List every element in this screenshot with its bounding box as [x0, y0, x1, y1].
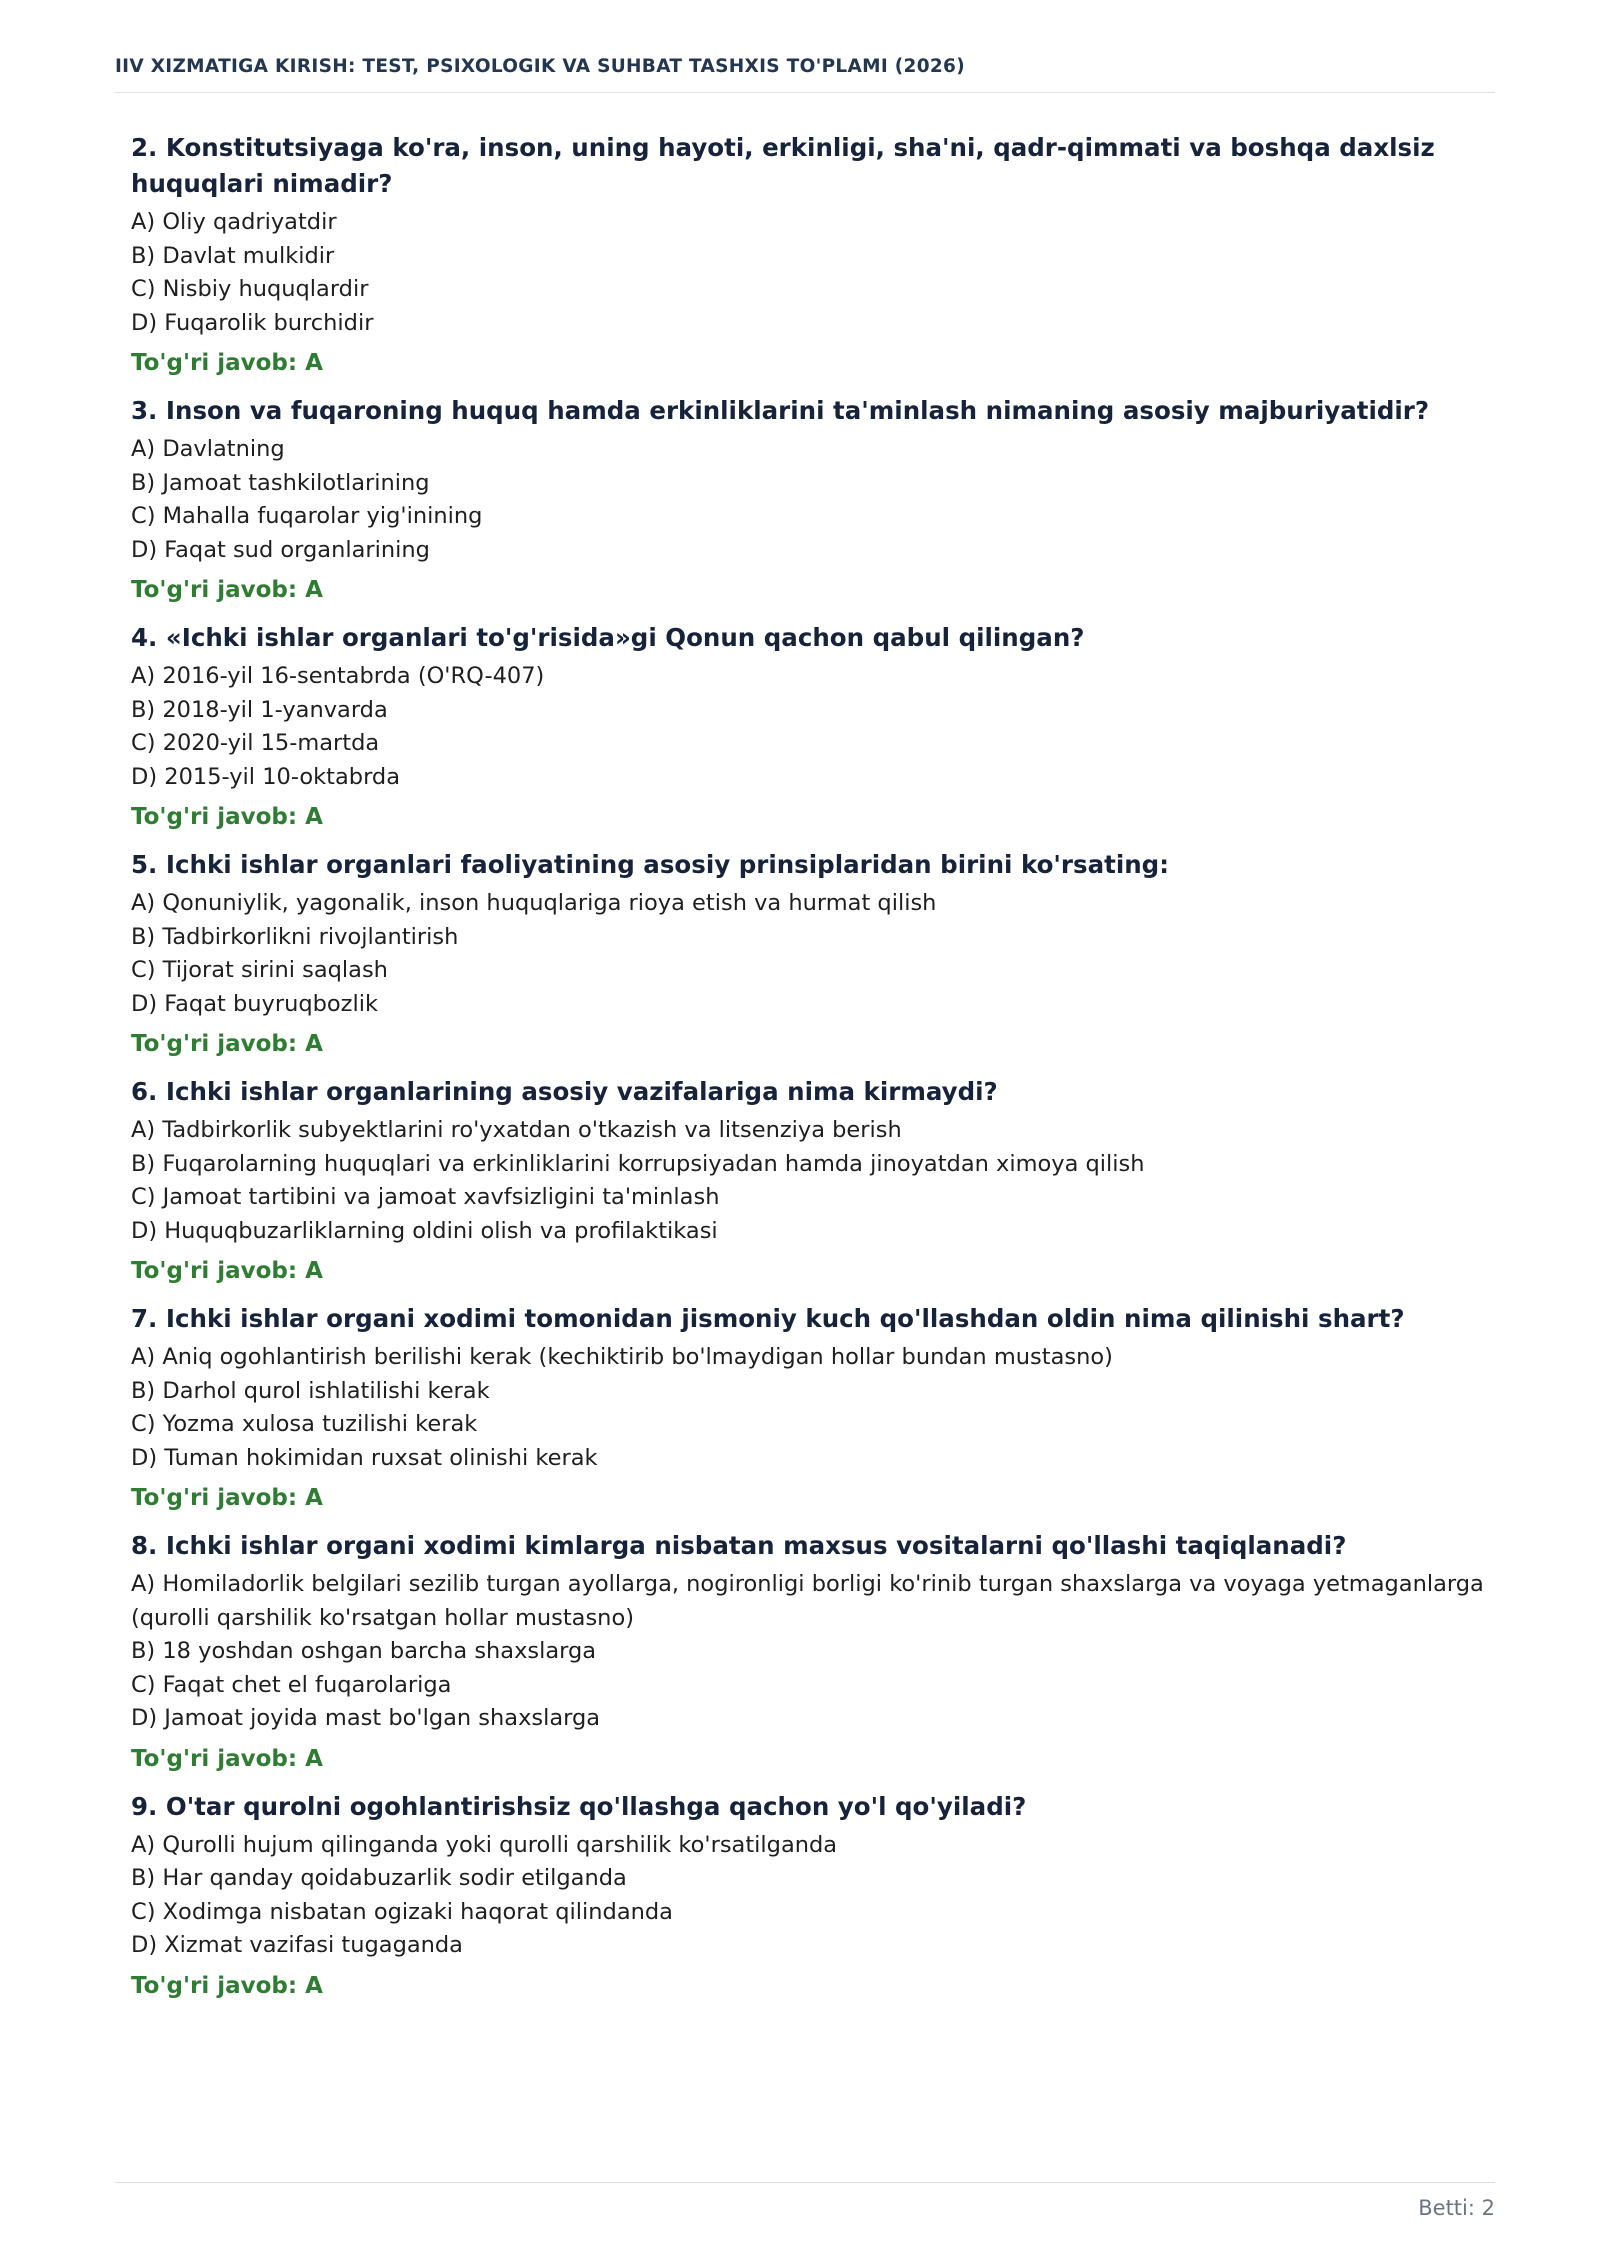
option-b: B) 2018-yil 1-yanvarda: [131, 696, 388, 723]
question-text: 8. Ichki ishlar organi xodimi kimlarga nisbatan maxsus vositalarni qo'llashi taqiqlanadi?: [131, 1531, 1347, 1560]
question-item: [131, 847, 1496, 1062]
question-item: [131, 393, 1496, 608]
correct-answer: To'g'ri javob: A: [131, 350, 323, 376]
option-list: [131, 1341, 1496, 1475]
option-d: D) Faqat sud organlarining: [131, 536, 430, 563]
option-d: D) Fuqarolik burchidir: [131, 309, 374, 336]
option-list: [131, 206, 1496, 340]
option-c: C) Jamoat tartibini va jamoat xavfsizligini ta'minlash: [131, 1184, 720, 1210]
option-list: [131, 1829, 1496, 1963]
header-divider: [115, 92, 1495, 93]
page-number: Betti: 2: [1418, 2196, 1495, 2220]
option-a: A) Aniq ogohlantirish berilishi kerak (kechiktirib bo'lmaydigan hollar bundan mustasno): [131, 1344, 1113, 1370]
question-item: [131, 130, 1496, 381]
option-c: C) Tijorat sirini saqlash: [131, 957, 388, 983]
option-b: B) Fuqarolarning huquqlari va erkinliklarini korrupsiyadan hamda jinoyatdan ximoya qilish: [131, 1150, 1145, 1177]
option-a: A) Davlatning: [131, 436, 285, 462]
question-item: [131, 1789, 1496, 2004]
option-a: A) 2016-yil 16-sentabrda (O'RQ-407): [131, 663, 545, 689]
correct-answer: To'g'ri javob: A: [131, 1745, 323, 1772]
question-item: [131, 1074, 1496, 1289]
correct-answer: To'g'ri javob: A: [131, 1031, 323, 1057]
option-c: C) 2020-yil 15-martda: [131, 730, 380, 756]
question-text: 3. Inson va fuqaroning huquq hamda erkinliklarini ta'minlash nimaning asosiy majburiyatidir?: [131, 396, 1430, 425]
question-text: 9. O'tar qurolni ogohlantirishsiz qo'llashga qachon yo'l qo'yiladi?: [131, 1791, 1027, 1821]
question-item: [131, 620, 1496, 835]
question-text: 7. Ichki ishlar organi xodimi tomonidan jismoniy kuch qo'llashdan oldin nima qilinishi shart?: [131, 1304, 1405, 1333]
option-a: A) Qonuniylik, yagonalik, inson huquqlariga rioya etish va hurmat qilish: [131, 890, 937, 916]
correct-answer: To'g'ri javob: A: [131, 804, 323, 830]
option-a: A) Oliy qadriyatdir: [131, 209, 337, 235]
option-b: B) Har qanday qoidabuzarlik sodir etilganda: [131, 1865, 627, 1891]
option-d: D) 2015-yil 10-oktabrda: [131, 763, 400, 790]
option-d: D) Jamoat joyida mast bo'lgan shaxslarga: [131, 1705, 601, 1731]
correct-answer: To'g'ri javob: A: [131, 577, 323, 603]
option-b: B) 18 yoshdan oshgan barcha shaxslarga: [131, 1638, 597, 1664]
correct-answer: To'g'ri javob: A: [131, 1485, 323, 1511]
correct-answer: To'g'ri javob: A: [131, 1258, 323, 1284]
document-header: IIV XIZMATIGA KIRISH: TEST, PSIXOLOGIK VA SUHBAT TASHXIS TO'PLAMI (2026): [115, 56, 965, 77]
option-c: C) Yozma xulosa tuzilishi kerak: [131, 1411, 478, 1437]
correct-answer: To'g'ri javob: A: [131, 1972, 323, 1999]
option-a: A) Homiladorlik belgilari sezilib turgan ayollarga, nogironligi borligi ko'rinib turgan shaxslarga va voyaga yetmaganlarga (qurolli qarshilik ko'rsatgan hollar mustasno): [131, 1571, 1484, 1631]
option-b: B) Davlat mulkidir: [131, 242, 335, 269]
option-c: C) Nisbiy huquqlardir: [131, 276, 369, 302]
question-text: 6. Ichki ishlar organlarining asosiy vazifalariga nima kirmaydi?: [131, 1077, 998, 1106]
option-list: [131, 1568, 1496, 1736]
option-b: B) Tadbirkorlikni rivojlantirish: [131, 923, 459, 950]
option-d: D) Xizmat vazifasi tugaganda: [131, 1932, 463, 1958]
option-list: [131, 660, 1496, 794]
question-list: [131, 130, 1496, 2016]
option-a: A) Qurolli hujum qilinganda yoki qurolli qarshilik ko'rsatilganda: [131, 1831, 838, 1858]
footer-divider: [115, 2182, 1495, 2183]
question-item: [131, 1528, 1496, 1777]
option-d: D) Faqat buyruqbozlik: [131, 990, 379, 1017]
option-c: C) Mahalla fuqarolar yig'inining: [131, 503, 483, 529]
option-list: [131, 887, 1496, 1021]
option-b: B) Darhol qurol ishlatilishi kerak: [131, 1377, 490, 1404]
option-list: [131, 433, 1496, 567]
option-c: C) Faqat chet el fuqarolariga: [131, 1671, 452, 1698]
option-list: [131, 1114, 1496, 1248]
question-text: 2. Konstitutsiyaga ko'ra, inson, uning hayoti, erkinligi, sha'ni, qadr-qimmati va boshqa daxlsiz huquqlari nimadir?: [131, 133, 1435, 198]
option-a: A) Tadbirkorlik subyektlarini ro'yxatdan o'tkazish va litsenziya berish: [131, 1117, 902, 1143]
question-text: 4. «Ichki ishlar organlari to'g'risida»gi Qonun qachon qabul qilingan?: [131, 623, 1085, 652]
question-text: 5. Ichki ishlar organlari faoliyatining asosiy prinsiplaridan birini ko'rsating:: [131, 850, 1169, 879]
question-item: [131, 1301, 1496, 1516]
option-d: D) Huquqbuzarliklarning oldini olish va profilaktikasi: [131, 1217, 718, 1244]
option-d: D) Tuman hokimidan ruxsat olinishi kerak: [131, 1444, 598, 1471]
option-b: B) Jamoat tashkilotlarining: [131, 469, 430, 496]
option-c: C) Xodimga nisbatan ogizaki haqorat qilindanda: [131, 1898, 673, 1925]
